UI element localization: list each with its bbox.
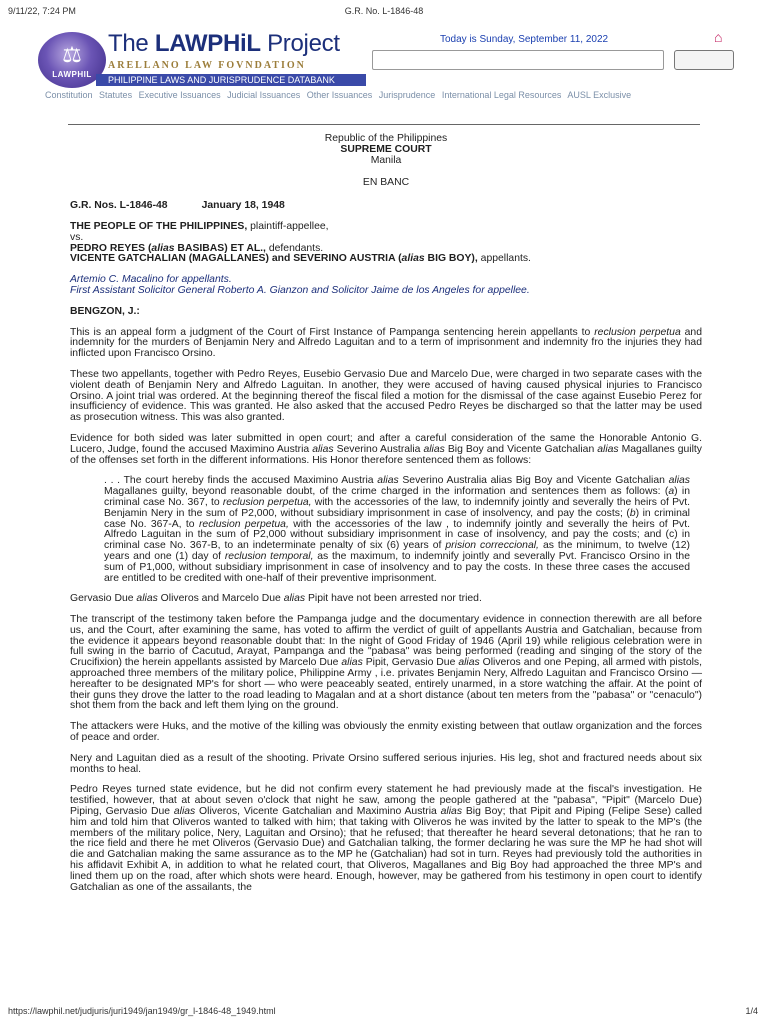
databank-banner: PHILIPPINE LAWS AND JURISPRUDENCE DATABANK (96, 74, 366, 86)
decision-body (70, 134, 702, 903)
nav-ausl-exclusive[interactable]: AUSL Exclusive (567, 90, 632, 100)
paragraph-1: This is an appeal form a judgment of the Court of First Instance of Pampanga sentencing herein appellants to reclusion perpetua and indemnity for the murders of Benjamin Nery and Alfredo Laguitan and to a term of imprisonment and indemnity fro the injuries they had inflicted upon Francisco Orsino. (70, 326, 702, 360)
print-doc-title: G.R. No. L-1846-48 (344, 6, 424, 16)
case-number-line (70, 201, 702, 212)
court-city: Manila (370, 154, 402, 166)
print-footer (8, 1006, 758, 1018)
nav-constitution[interactable]: Constitution (45, 90, 93, 100)
page-number: 1/4 (745, 1006, 758, 1016)
court-name: SUPREME COURT (340, 143, 432, 155)
print-url: https://lawphil.net/judjuris/juri1949/jan1949/gr_l-1846-48_1949.html (8, 1006, 276, 1016)
counsel: Artemio C. Macalino for appellants. First Assistant Solicitor General Roberto A. Gianzon and Solicitor Jaime de los Angeles for appellee. (70, 274, 530, 296)
paragraph-7: Nery and Laguitan died as a result of the shooting. Private Orsino suffered serious injuries. His leg, shot and fractured needs about six months to heal. (70, 752, 702, 775)
paragraph-8: Pedro Reyes turned state evidence, but he did not confirm every statement he had previously made at the fiscal's investigation. He testified, however, that at about seven o'clock that night he saw, among the people gathered at the "pabasa", "Pipit" (Marcelo Due) Piping, Gervasio Due alias Oliveros, Vicente Gatchalian and Maximino Austria alias Big Boy; that Pipit and Piping (Felipe Sese) called him and told him that Oliveros wanted to talked with him; that taking with Oliveros he was invited by the latter to speak to the MP's (the members of the military police, Nery, Laguitan and Orsino); that he refused; that thereafter he heard several detonations; that he ran to the rice field and there he met Oliveros (Gervasio Due) and Gatchalian talking, the former declaring he was sure the MP he had shot will die and Gatchalian making the same assurance as to the MP he (Gatchalian) had sot in turn. Reyes had previously told the authorities in his affidavit Exhibit A, in addition to what he related court, that Oliveros, Magallanes and Big Boy had approached the three MP's and lined them up on the road, after which shots were heard. Enough, however, may be gathered from his testimony in open court to identify Gatchalian as one of the assailants, the (70, 784, 702, 893)
nav-executive-issuances[interactable]: Executive Issuances (138, 90, 221, 100)
gr-number: G.R. Nos. L-1846-48 (70, 200, 168, 212)
search-button[interactable] (674, 50, 734, 70)
foundation-name: ARELLANO LAW FOVNDATION (108, 60, 306, 71)
ponente: BENGZON, J.: (70, 305, 140, 317)
paragraph-5: The transcript of the testimony taken before the Pampanga judge and the documentary evidence in connection therewith are all before us, and the Court, after examining the same, has voted to affirm the verdict of guilt of appellants Austria and Gatchalian, because from the evidence it appears beyond reasonable doubt that: In the night of Good Friday of 1946 (April 19) while religious celebration were in full swing in the barrio of Cacutud, Arayat, Pampanga and the "pabasa" was being performed (reading and singing of the story of the Crucifixion) the herein appellants assisted by Marcelo Due alias Pipit, Gervasio Due alias Oliveros and one Peping, all armed with pistols, approached three members of the military police, Philippine Army , i.e. privates Benjamin Nery, Alfredo Laguitan and Francisco Orsino — hereafter to be designated MP's for short — who were peaceably seated, entirely unarmed, in a store watching the affair. At the point of their guns they drove the latter to the road leading to Magalan and at a short distance (about ten meters from the "pabasa" or "cenaculo") shot them from the back and left them lying on the ground. (70, 614, 702, 712)
print-header (8, 6, 760, 20)
seal-label: LAWPHIL (52, 70, 92, 79)
site-logo[interactable] (38, 28, 368, 90)
sentence-quote: . . . The court hereby finds the accused Maximino Austria alias Severino Australia alias Big Boy and Vicente Gatchalian alias Magallanes guilty, beyond reasonable doubt, of the crime charged in the information and sentences them as follows: (a) in criminal case No. 367, to reclusion perpetua, with the accessories of the law, to indemnify jointly and severally the heirs of Pvt. Benjamin Nery in the sum of P2,000, without subsidiary imprisonment in case of insolvency, and pay the costs; (b) in criminal case No. 367-A, to reclusion perpetua, with the accessories of the law , to indemnify jointly and severally the heirs of Pvt. Alfredo Laguitan in the sum of P2,000 without subsidiary imprisonment in case of insolvency, and pay the costs; and (c) in criminal case No. 367-B, to an indeterminate penalty of six (6) years of prision correccional, as the minimum, to twelve (12) years and one (1) day of reclusion temporal, as the maximum, to indemnify jointly and severally Pvt. Francisco Orsino in the sum of P1,000, without subsidiary imprisonment in case of insolvency and to pay the costs. In these three cases the accused are entitled to be credited with one-half of their preventive imprisonment. (104, 475, 690, 584)
print-datetime: 9/11/22, 7:24 PM (8, 6, 76, 16)
nav-judicial-issuances[interactable]: Judicial Issuances (227, 90, 301, 100)
main-nav (45, 90, 748, 100)
site-title: The LAWPHiL Project (108, 30, 340, 57)
divider (68, 124, 700, 125)
search-input[interactable] (372, 50, 664, 70)
case-parties: THE PEOPLE OF THE PHILIPPINES, plaintiff-appellee, vs. PEDRO REYES (alias BASIBAS) ET AL., defendants. VICENTE GATCHALIAN (MAGALLANES) and SEVERINO AUSTRIA (alias BIG BOY), appellants. (70, 220, 531, 265)
paragraph-6: The attackers were Huks, and the motive of the killing was obviously the enmity existing between that outlaw organization and the forces of peace and order. (70, 721, 702, 744)
paragraph-2: These two appellants, together with Pedro Reyes, Eusebio Gervasio Due and Marcelo Due, were charged in two separate cases with the violent death of Benjamin Nery and Alfredo Laguitan. In another, they were accused of having caused physical injuries to Francisco Orsino. A joint trial was ordered. At the beginning thereof the fiscal filed a motion for the dismissal of the case against Eusebio Perez for insufficiency of evidence. This was granted. He also asked that the accused Pedro Reyes be discharged so that the latter may be used as prosecution witness. This was also granted. (70, 368, 702, 424)
en-banc: EN BANC (362, 177, 410, 189)
republic-line: Republic of the Philippines (324, 133, 448, 144)
nav-jurisprudence[interactable]: Jurisprudence (378, 90, 436, 100)
paragraph-3: Evidence for both sided was later submitted in open court; and after a careful consideration of the same the Honorable Antonio G. Lucero, Judge, found the accused Maximino Austria alias Severino Australia alias Big Boy and Vicente Gatchalian alias Magallanes guilty of the offenses set forth in the different informations. His Honor therefore sentenced them as follows: (70, 432, 703, 466)
nav-other-issuances[interactable]: Other Issuances (306, 90, 373, 100)
scales-of-justice-icon: ⚖ (62, 42, 82, 67)
nav-international-legal-resources[interactable]: International Legal Resources (441, 90, 562, 100)
paragraph-4: Gervasio Due alias Oliveros and Marcelo Due alias Pipit have not been arrested nor tried. (70, 593, 482, 605)
home-icon[interactable]: ⌂ (714, 29, 723, 45)
today-date: Today is Sunday, September 11, 2022 (440, 34, 609, 45)
decision-date: January 18, 1948 (201, 200, 285, 212)
nav-statutes[interactable]: Statutes (99, 90, 133, 100)
